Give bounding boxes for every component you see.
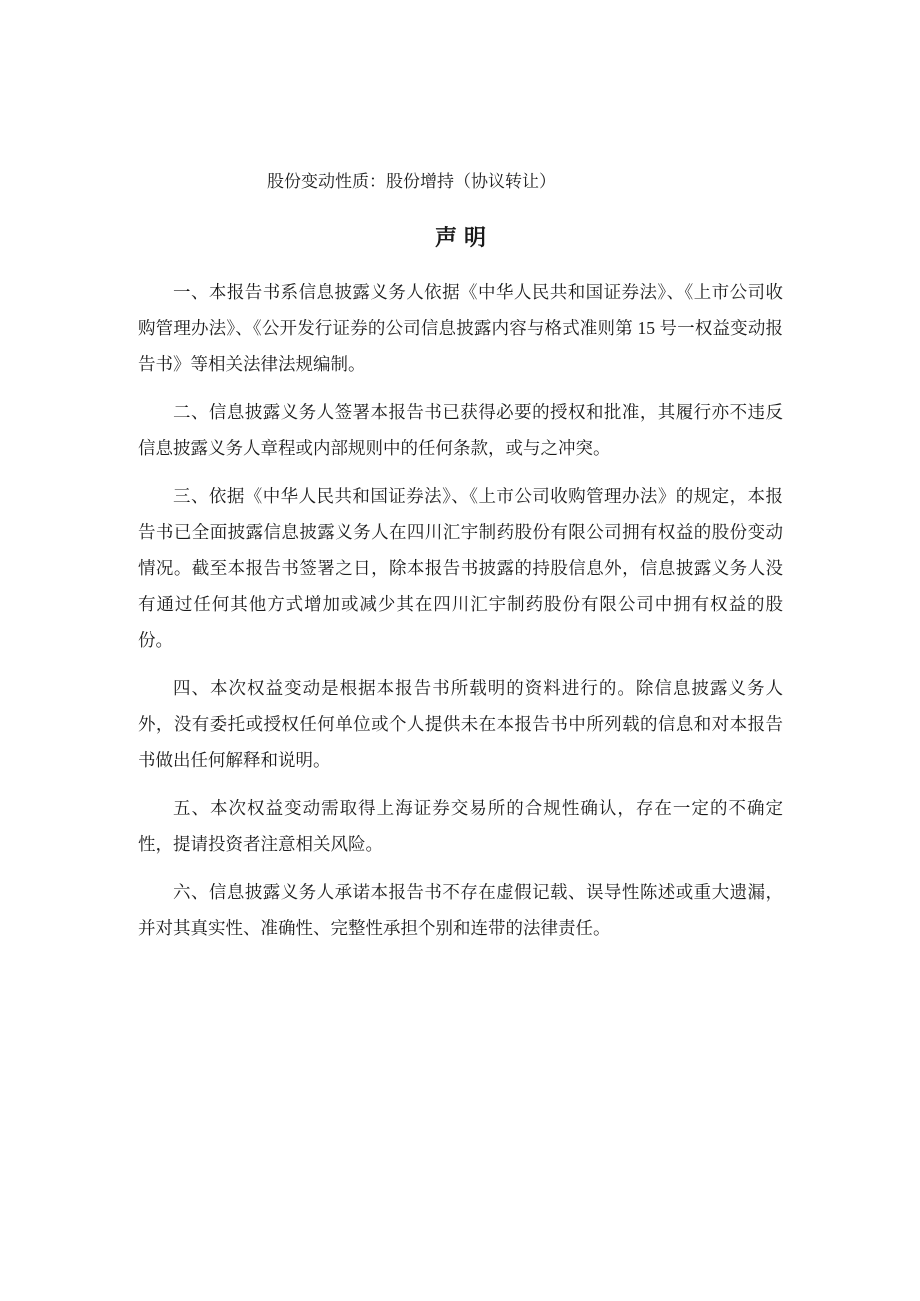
declaration-paragraph-1: 一、本报告书系信息披露义务人依据《中华人民共和国证券法》、《上市公司收购管理办法》、《公开发行证券的公司信息披露内容与格式准则第 15 号一权益变动报告书》等相关法律法规编制。	[138, 282, 783, 374]
declaration-paragraph-3: 三、依据《中华人民共和国证券法》、《上市公司收购管理办法》的规定，本报告书已全面披露信息披露义务人在四川汇宇制药股份有限公司拥有权益的股份变动情况。截至本报告书签署之日，除本报告书披露的持股信息外，信息披露义务人没有通过任何其他方式增加或减少其在四川汇宇制药股份有限公司中拥有权益的股份。	[138, 486, 783, 650]
declaration-paragraph-5: 五、本次权益变动需取得上海证券交易所的合规性确认，存在一定的不确定性，提请投资者注意相关风险。	[138, 798, 783, 854]
declaration-paragraph-4: 四、本次权益变动是根据本报告书所载明的资料进行的。除信息披露义务人外，没有委托或授权任何单位或个人提供未在本报告书中所列载的信息和对本报告书做出任何解释和说明。	[138, 678, 783, 770]
share-change-nature-line: 股份变动性质：股份增持（协议转让）	[267, 172, 556, 191]
text-column	[138, 0, 783, 946]
declaration-paragraph-2: 二、信息披露义务人签署本报告书已获得必要的授权和批准，其履行亦不违反信息披露义务人章程或内部规则中的任何条款，或与之冲突。	[138, 402, 783, 458]
declaration-paragraph-6: 六、信息披露义务人承诺本报告书不存在虚假记载、误导性陈述或重大遗漏，并对其真实性、准确性、完整性承担个别和连带的法律责任。	[138, 882, 783, 938]
page-title: 声明	[434, 225, 493, 250]
